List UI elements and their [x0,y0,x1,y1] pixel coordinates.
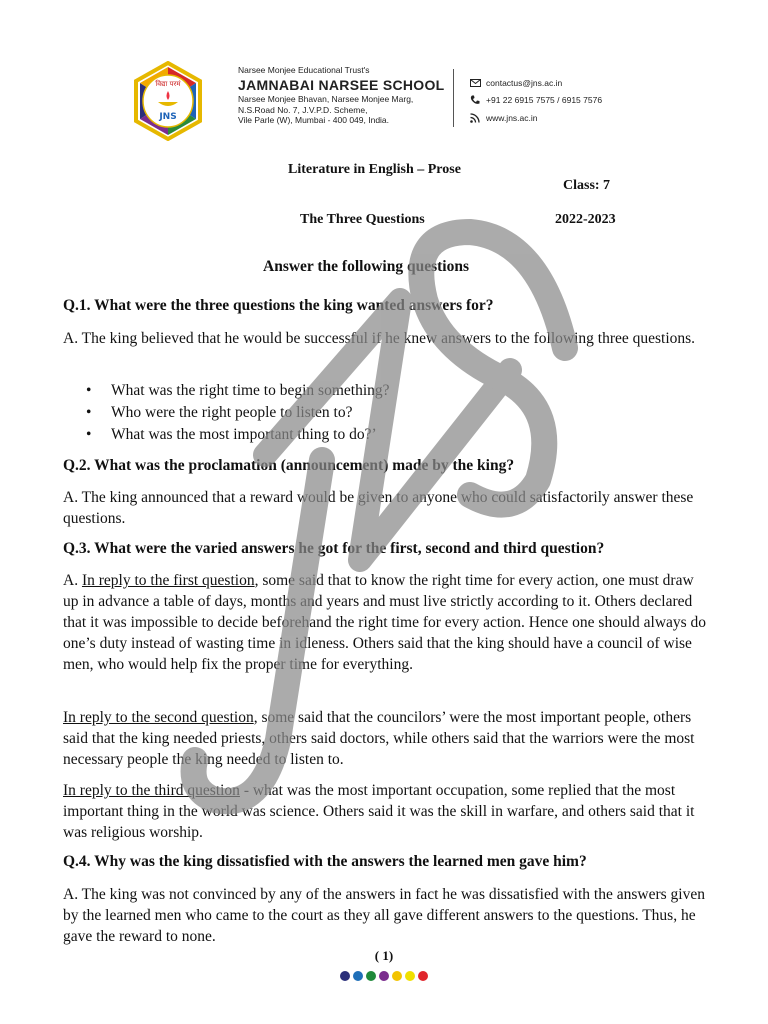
subject-title: Literature in English – Prose [288,162,461,177]
instruction-heading: Answer the following questions [263,258,469,275]
address-line: Vile Parle (W), Mumbai - 400 049, India. [238,115,390,125]
school-name: JAMNABAI NARSEE SCHOOL [238,77,445,93]
decorative-dot [392,971,402,981]
contact-email[interactable]: contactus@jns.ac.in [486,77,563,88]
address-line: N.S.Road No. 7, J.V.P.D. Scheme, [238,104,368,115]
mail-icon [470,79,486,87]
decorative-dot [379,971,389,981]
logo-initials: JNS [159,112,177,122]
school-info [238,65,445,126]
page-number: ( 1) [374,948,394,963]
letterhead [82,55,682,145]
answer-subheading: In reply to the first question [81,572,255,589]
answer-text: - what was the most important occupation, some replied that the most important thing in the world was science. Others said it was the skill in warfare, and others said that it was religious worship. [63,782,695,841]
trust-name: Narsee Monjee Educational Trust's [238,65,370,75]
answer-subheading: In reply to the third question [63,782,240,799]
school-logo [132,61,204,141]
question-1: Q.1. What were the three questions the king wanted answers for? [63,297,494,314]
contact-info [470,74,602,127]
answer-3-part-1 [63,570,708,675]
list-item: • What was the most important thing to do?’ [111,424,390,446]
decorative-dot [353,971,363,981]
question-list [63,380,390,446]
question-4: Q.4. Why was the king dissatisfied with the answers the learned men gave him? [63,853,587,870]
rss-icon [470,113,486,123]
answer-subheading: In reply to the second question [63,709,254,726]
list-item: • Who were the right people to listen to? [111,402,390,424]
class-label: Class: 7 [563,178,611,193]
address-line: Narsee Monjee Bhavan, Narsee Monjee Marg, [238,94,414,104]
answer-prefix: A. [63,572,82,589]
footer-dots [340,971,428,981]
contact-phone[interactable]: +91 22 6915 7575 / 6915 7576 [486,95,603,106]
chapter-title: The Three Questions [300,212,425,227]
contact-website[interactable]: www.jns.ac.in [486,112,538,123]
question-3: Q.3. What were the varied answers he got for the first, second and third question? [63,540,605,557]
decorative-dot [405,971,415,981]
list-item: • What was the right time to begin something? [111,380,390,402]
answer-text: , some said that the councilors’ were the most important people, others said that the king needed priests, others said doctors, while others said that the warriors were the most necessary people the king needed to listen to. [63,709,695,768]
answer-3-part-3 [63,780,708,843]
decorative-dot [366,971,376,981]
question-2: Q.2. What was the proclamation (announcement) made by the king? [63,457,515,474]
answer-1: A. The king believed that he would be successful if he knew answers to the following three questions. [63,330,696,347]
logo-motto: विद्या परमं [155,80,181,88]
answer-text: , some said that to know the right time for every action, one must draw up in advance a table of days, months and years and must live strictly according to it. Others declared that it was impossible to decide beforehand the right time for every action. Hence one should always do one’s duty instead of wasting time in idleness. Others said that the king should have a council of wise men, who would help fix the proper time for everything. [63,572,707,673]
header-divider [453,69,454,127]
answer-2: A. The king announced that a reward would be given to anyone who could satisfactorily answer these questions. [63,489,694,527]
answer-4: A. The king was not convinced by any of the answers in fact he was dissatisfied with the answers given by the learned men who came to the court as they all gave different answers to the questions. Thus, he gave the reward to none. [63,886,705,945]
decorative-dot [340,971,350,981]
answer-3-part-2 [63,707,708,770]
decorative-dot [418,971,428,981]
academic-year: 2022-2023 [555,212,616,227]
phone-icon [470,95,486,105]
